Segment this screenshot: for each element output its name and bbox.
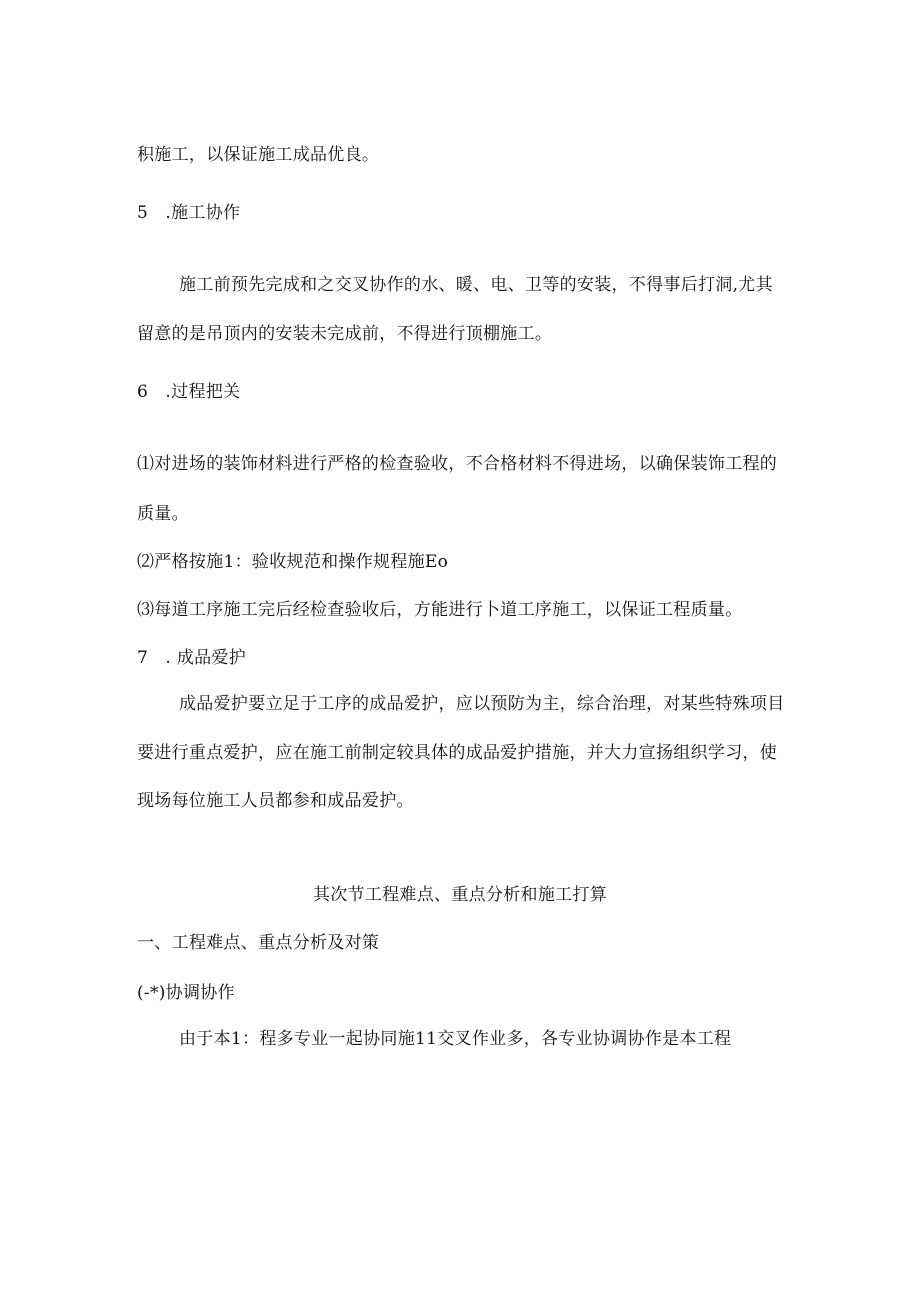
list-item-3: ⑶每道工序施工完后经检查验收后，方能进行卜道工序施工，以保证工程质量。 — [137, 600, 743, 620]
sub-subsection-heading: (-*)协调协作 — [137, 983, 235, 1003]
paragraph-line: 现场每位施工人员都参和成品爱护。 — [137, 791, 414, 811]
paragraph-line: 留意的是吊顶内的安装未完成前，不得进行顶棚施工。 — [137, 324, 553, 344]
paragraph-line: 由于本1：程多专业一起协同施11交叉作业多，各专业协调协作是本工程 — [179, 1029, 732, 1049]
list-item-2: ⑵严格按施1：验收规范和操作规程施Eo — [137, 552, 449, 572]
list-item-1: ⑴对进场的装饰材料进行严格的检查验收，不合格材料不得进场，以确保装饰工程的 — [137, 454, 778, 474]
subsection-heading: 一、工程难点、重点分析及对策 — [137, 933, 380, 953]
section-heading-6: 6 .过程把关 — [137, 382, 241, 402]
chapter-section-title: 其次节工程难点、重点分析和施工打算 — [312, 885, 608, 905]
paragraph-line: 成品爱护要立足于工序的成品爱护，应以预防为主，综合治理，对某些特殊项目 — [179, 694, 785, 714]
section-heading-7: 7 . 成品爱护 — [137, 648, 247, 668]
paragraph-continuation: 积施工，以保证施工成品优良。 — [137, 145, 380, 165]
paragraph-line: 施工前预先完成和之交叉协作的水、暖、电、卫等的安装，不得事后打洞,尤其 — [179, 275, 773, 295]
paragraph-line: 要进行重点爱护，应在施工前制定较具体的成品爱护措施，并大力宣扬组织学习，使 — [137, 743, 778, 763]
section-heading-5: 5 .施工协作 — [137, 203, 241, 223]
list-item-1-continuation: 质量。 — [137, 504, 189, 524]
